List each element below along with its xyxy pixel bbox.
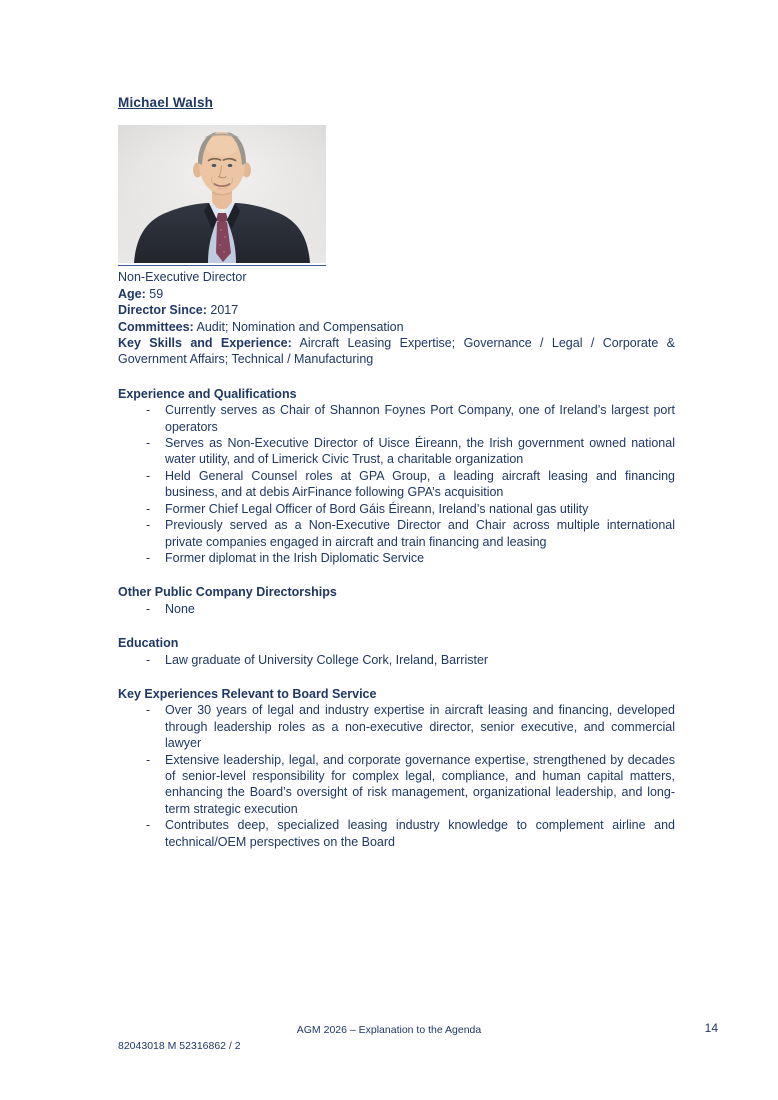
fact-age	[118, 286, 675, 302]
section-heading: Experience and Qualifications	[118, 386, 297, 401]
list-item	[118, 550, 675, 566]
fact-director-since-label: Director Since:	[118, 303, 207, 318]
fact-director-since	[118, 302, 675, 318]
fact-director-since-value: 2017	[210, 303, 239, 318]
bullet-text: None	[165, 601, 195, 616]
bullet-dash: -	[146, 818, 151, 833]
section-heading: Other Public Company Directorships	[118, 585, 337, 600]
bullet-dash: -	[146, 652, 151, 667]
bullet-text: Contributes deep, specialized leasing industry knowledge to complement airline and technical/OEM perspectives on the Board	[165, 818, 675, 849]
content-column	[118, 0, 675, 850]
section-heading: Education	[118, 636, 179, 651]
bullet-dash: -	[146, 703, 151, 718]
fact-committees	[118, 319, 675, 335]
list-item	[118, 435, 675, 468]
bullet-dash: -	[146, 436, 151, 451]
section-heading: Key Experiences Relevant to Board Service	[118, 686, 377, 701]
bullet-dash: -	[146, 468, 151, 483]
bullet-text: Former Chief Legal Officer of Bord Gáis Éireann, Ireland’s national gas utility	[165, 501, 589, 516]
bullet-dash: -	[146, 752, 151, 767]
role-line: Non-Executive Director	[118, 270, 247, 285]
bullet-text: Extensive leadership, legal, and corporate governance expertise, strengthened by decades of senior-level responsibility for complex legal, compliance, and human capital matters, enhancing the Board’s oversight of risk management, organizational leadership, and long-term strategic execution	[165, 752, 675, 816]
fact-key-skills	[118, 335, 675, 368]
footer-center-text: AGM 2026 – Explanation to the Agenda	[296, 1024, 482, 1036]
bullet-text: Currently serves as Chair of Shannon Foynes Port Company, one of Ireland’s largest port operators	[165, 403, 675, 434]
list-item	[118, 601, 675, 617]
list-item	[118, 817, 675, 850]
bullet-text: Former diplomat in the Irish Diplomatic Service	[165, 550, 425, 565]
bullet-text: Over 30 years of legal and industry expertise in aircraft leasing and financing, developed through leadership roles as a non-executive director, senior executive, and commercial lawyer	[165, 703, 675, 751]
section-other-directorships	[118, 584, 675, 617]
fact-committees-label: Committees:	[118, 319, 194, 334]
director-photo-frame	[118, 125, 326, 266]
fact-committees-value: Audit; Nomination and Compensation	[196, 319, 404, 334]
list-item	[118, 752, 675, 818]
list-item	[118, 468, 675, 501]
fact-age-value: 59	[149, 286, 164, 301]
bullet-dash: -	[146, 518, 151, 533]
bullet-dash: -	[146, 550, 151, 565]
list-item	[118, 652, 675, 668]
bullet-dash: -	[146, 501, 151, 516]
list-item	[118, 402, 675, 435]
bullet-text: Serves as Non-Executive Director of Uisce Éireann, the Irish government owned national water utility, and of Limerick Civic Trust, a charitable organization	[165, 436, 675, 467]
bullet-text: Law graduate of University College Cork, Ireland, Barrister	[165, 652, 489, 667]
bullet-text: Previously served as a Non-Executive Director and Chair across multiple international private companies engaged in aircraft and train financing and leasing	[165, 518, 675, 549]
footer-page-number: 14	[704, 1021, 718, 1035]
section-experience-qualifications	[118, 386, 675, 566]
list-item	[118, 501, 675, 517]
list-item	[118, 702, 675, 751]
director-photo	[118, 125, 326, 263]
fact-key-skills-value: Aircraft Leasing Expertise; Governance / Legal / Corporate & Government Affairs; Technical / Manufacturing	[118, 336, 675, 367]
bullet-text: Held General Counsel roles at GPA Group, a leading aircraft leasing and financing business, and at debis AirFinance following GPA’s acquisition	[165, 468, 675, 500]
bullet-dash: -	[146, 601, 151, 616]
section-key-experiences	[118, 686, 675, 850]
page-title: Michael Walsh	[118, 95, 214, 110]
section-education	[118, 635, 675, 668]
fact-age-label: Age:	[118, 286, 146, 301]
bullet-dash: -	[146, 403, 151, 418]
footer-doc-ref: 82043018 M 52316862 / 2	[118, 1040, 241, 1052]
list-item	[118, 517, 675, 550]
fact-key-skills-label: Key Skills and Experience:	[118, 336, 292, 351]
